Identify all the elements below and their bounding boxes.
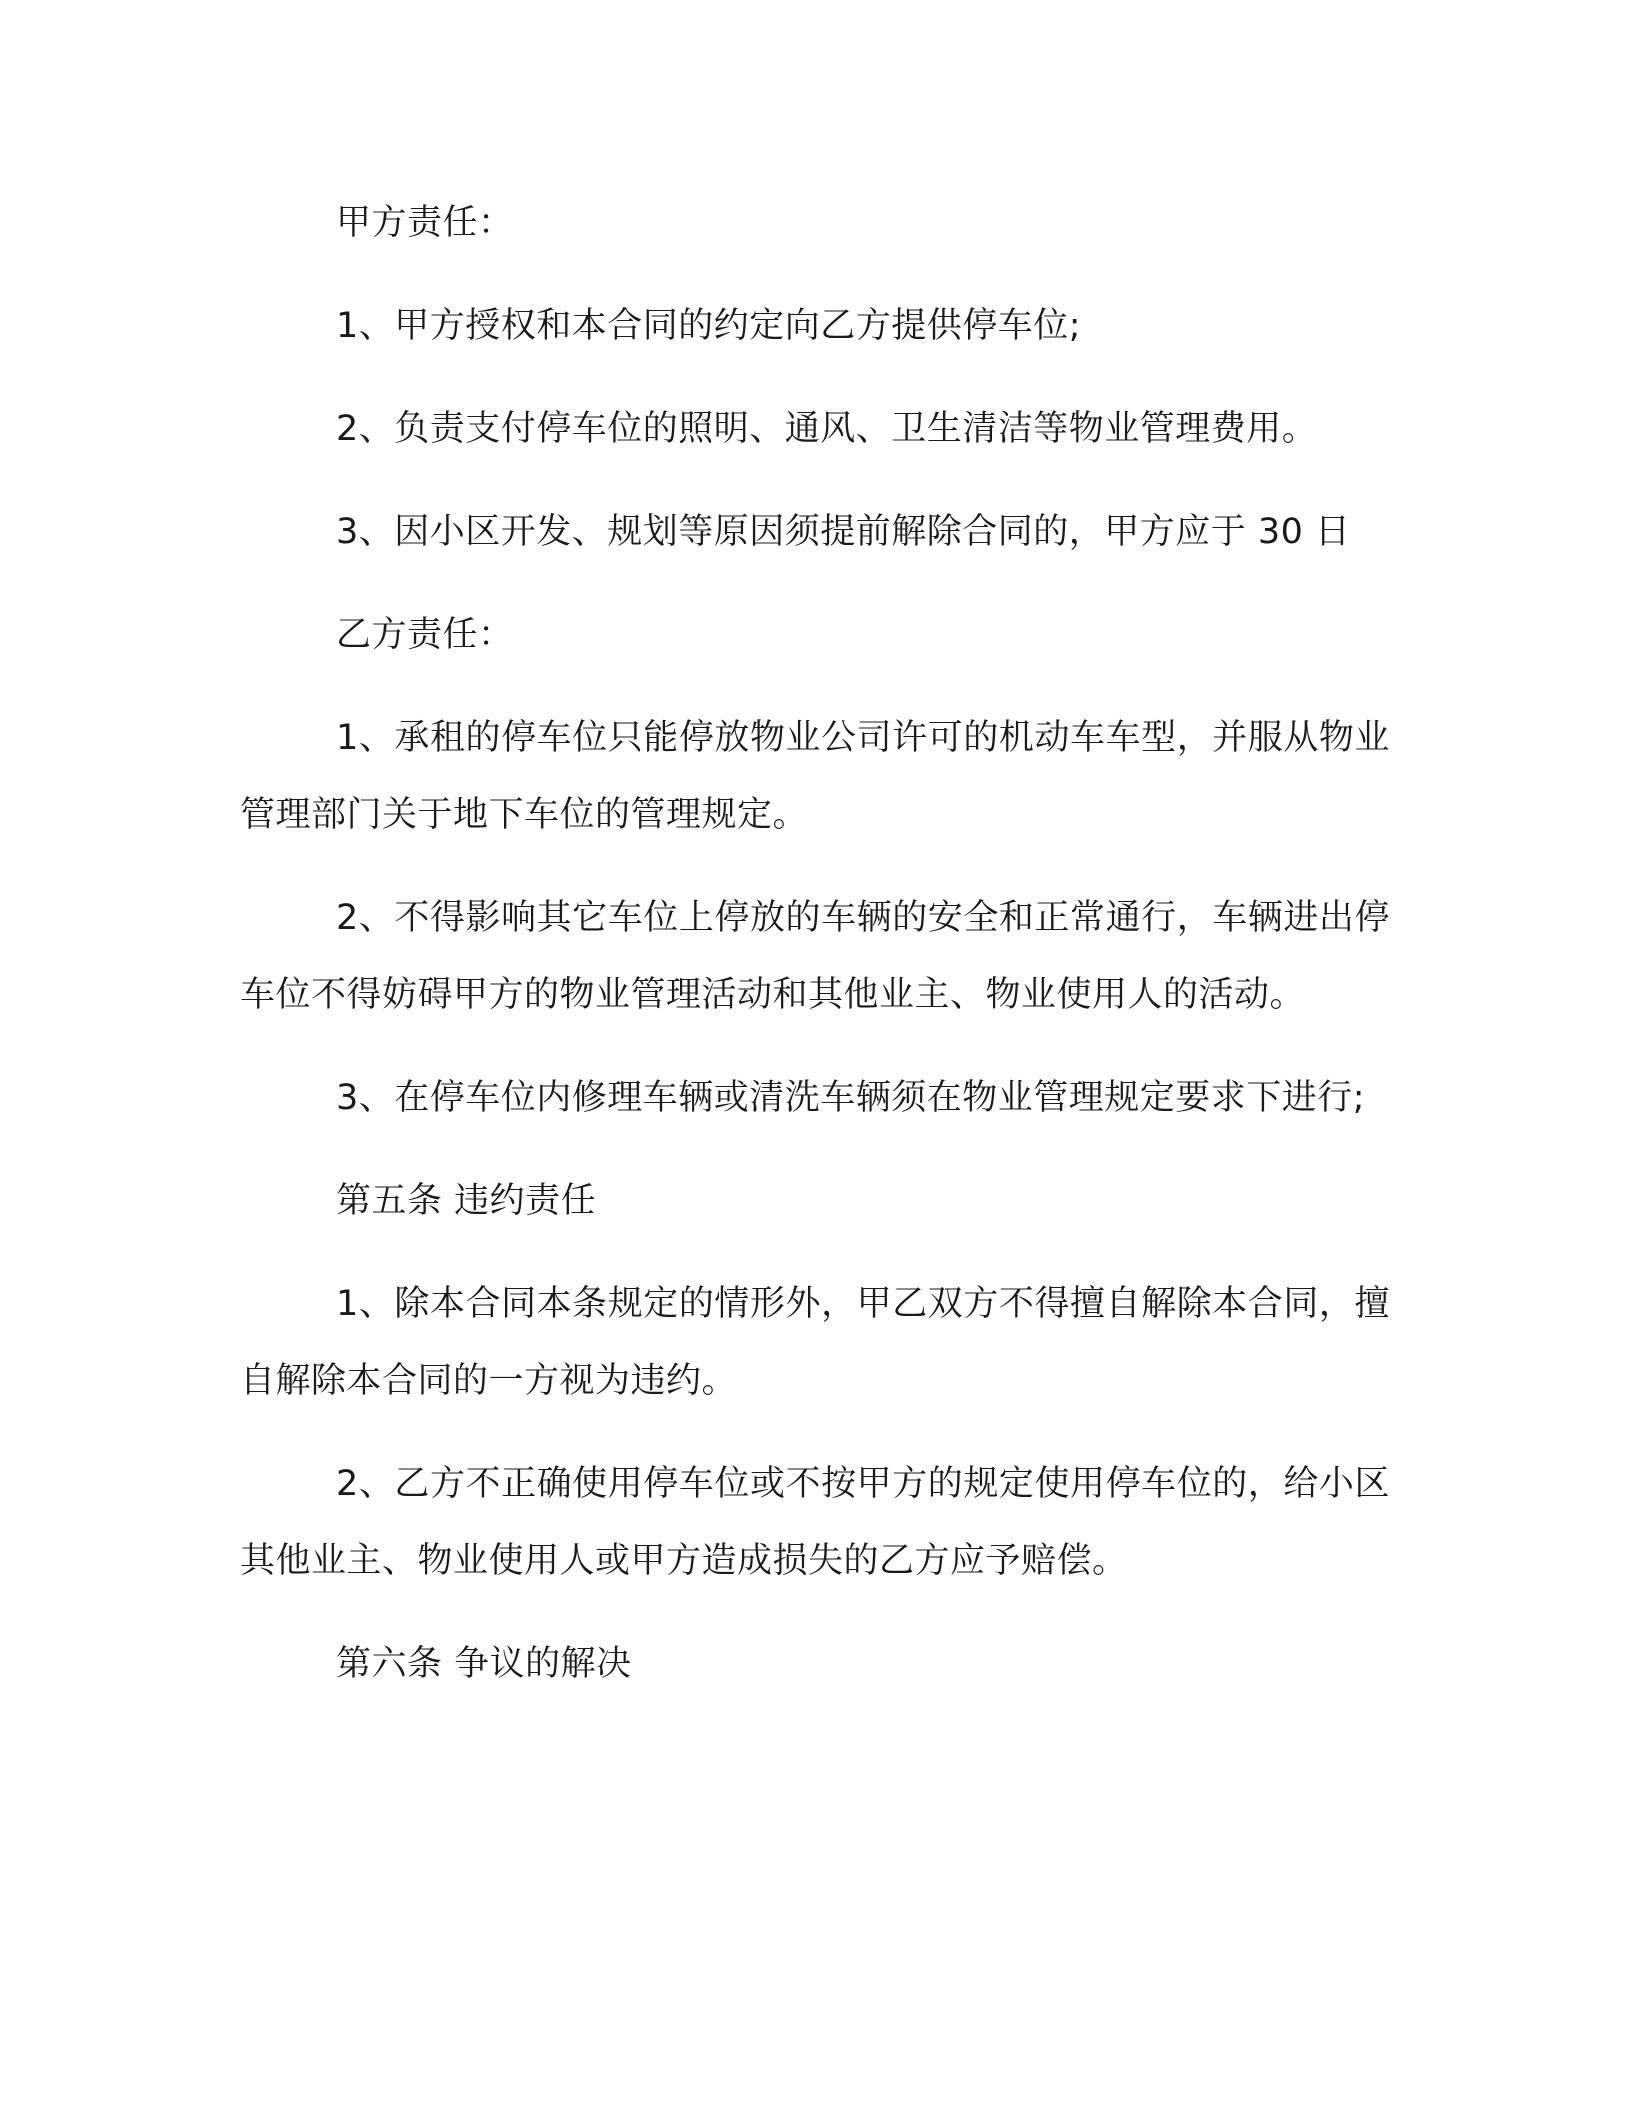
- party-b-item-1: 1、承租的停车位只能停放物业公司许可的机动车车型，并服从物业管理部门关于地下车位的管理规定。: [240, 718, 1390, 835]
- document-body: [240, 185, 1390, 1703]
- party-a-item-1: 1、甲方授权和本合同的约定向乙方提供停车位;: [336, 306, 1082, 346]
- party-a-item-3: 3、因小区开发、规划等原因须提前解除合同的，甲方应于 30 日: [336, 512, 1351, 552]
- article-5-item-1: 1、除本合同本条规定的情形外，甲乙双方不得擅自解除本合同，擅自解除本合同的一方视为违约。: [240, 1284, 1390, 1401]
- article-5-item-2: 2、乙方不正确使用停车位或不按甲方的规定使用停车位的，给小区其他业主、物业使用人或甲方造成损失的乙方应予赔偿。: [240, 1464, 1390, 1581]
- heading-article-5: 第五条 违约责任: [336, 1181, 597, 1221]
- party-b-item-2: 2、不得影响其它车位上停放的车辆的安全和正常通行，车辆进出停车位不得妨碍甲方的物业管理活动和其他业主、物业使用人的活动。: [240, 898, 1390, 1015]
- heading-party-b-duties: 乙方责任：: [336, 615, 514, 655]
- party-a-item-2: 2、负责支付停车位的照明、通风、卫生清洁等物业管理费用。: [336, 409, 1318, 449]
- party-b-item-3: 3、在停车位内修理车辆或清洗车辆须在物业管理规定要求下进行;: [336, 1078, 1366, 1118]
- heading-article-6: 第六条 争议的解决: [336, 1644, 632, 1684]
- heading-party-a-duties: 甲方责任：: [336, 203, 514, 243]
